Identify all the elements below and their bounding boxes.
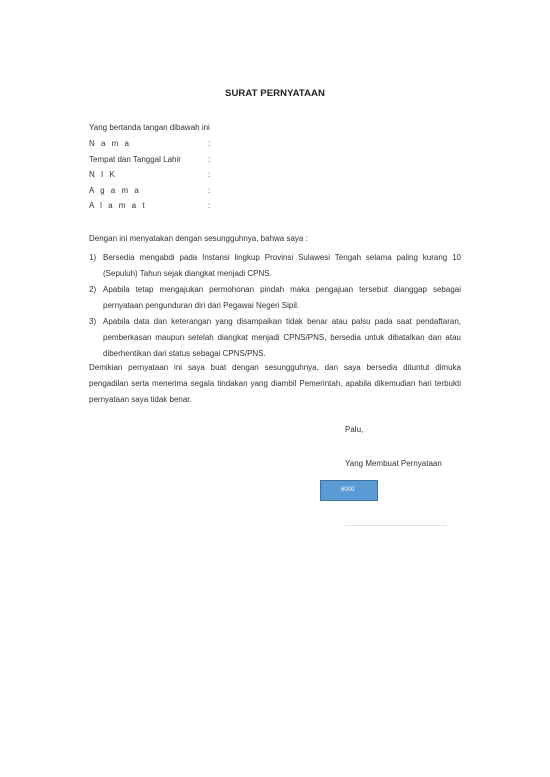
field-label-ttl: Tempat dan Tanggal Lahir xyxy=(89,154,181,164)
field-colon: : xyxy=(208,139,211,148)
list-item xyxy=(89,250,461,282)
field-colon: : xyxy=(208,185,211,195)
field-label-nama: N a m a xyxy=(89,139,132,148)
document-title: SURAT PERNYATAAN xyxy=(225,88,325,99)
list-item-number: 1) xyxy=(89,253,97,262)
field-label-alamat: A l a m a t xyxy=(89,201,147,211)
intro-text: Yang bertanda tangan dibawah ini xyxy=(89,123,210,132)
list-item-text: Apabila tetap mengajukan permohonan pindah maka pengajuan tersebut dianggap sebagai pernyataan pengunduran diri dari Pegawai Negeri Sipil. xyxy=(103,285,461,310)
field-colon: : xyxy=(208,154,211,164)
signer-title: Yang Membuat Pernyataan xyxy=(345,459,442,468)
field-label-nik: N I K xyxy=(89,170,117,180)
stamp-box: 6000 xyxy=(320,480,378,501)
list-item-number: 3) xyxy=(89,317,97,326)
closing-paragraph: Demikian pernyataan ini saya buat dengan sesungguhnya, dan saya bersedia dituntut dimuka pengadilan serta menerima segala tindakan yang diambil Pemerintah, apabila dikemudian hari terbukti pernyataan saya tidak benar. xyxy=(89,363,461,404)
field-colon: : xyxy=(208,201,211,211)
list-item xyxy=(89,282,461,314)
list-item-text: Apabila data dan keterangan yang disampaikan tidak benar atau palsu pada saat pendaftaran, pemberkasan maupun setelah diangkat menjadi CPNS/PNS, bersedia untuk dibatalkan dan atau diberhentikan dari status sebagai CPNS/PNS. xyxy=(103,317,461,358)
list-item-text: Bersedia mengabdi pada Instansi lingkup Provinsi Sulawesi Tengah selama paling kurang 10 (Sepuluh) Tahun sejak diangkat menjadi CPNS. xyxy=(103,253,461,278)
place-date: Palu, xyxy=(345,425,364,434)
signature-line: ................................................................ xyxy=(345,522,447,528)
statement-list xyxy=(89,250,461,362)
list-item xyxy=(89,314,461,362)
statement-intro: Dengan ini menyatakan dengan sesungguhnya, bahwa saya : xyxy=(89,234,308,243)
field-label-agama: A g a m a xyxy=(89,185,141,195)
field-colon: : xyxy=(208,170,211,180)
list-item-number: 2) xyxy=(89,285,97,294)
